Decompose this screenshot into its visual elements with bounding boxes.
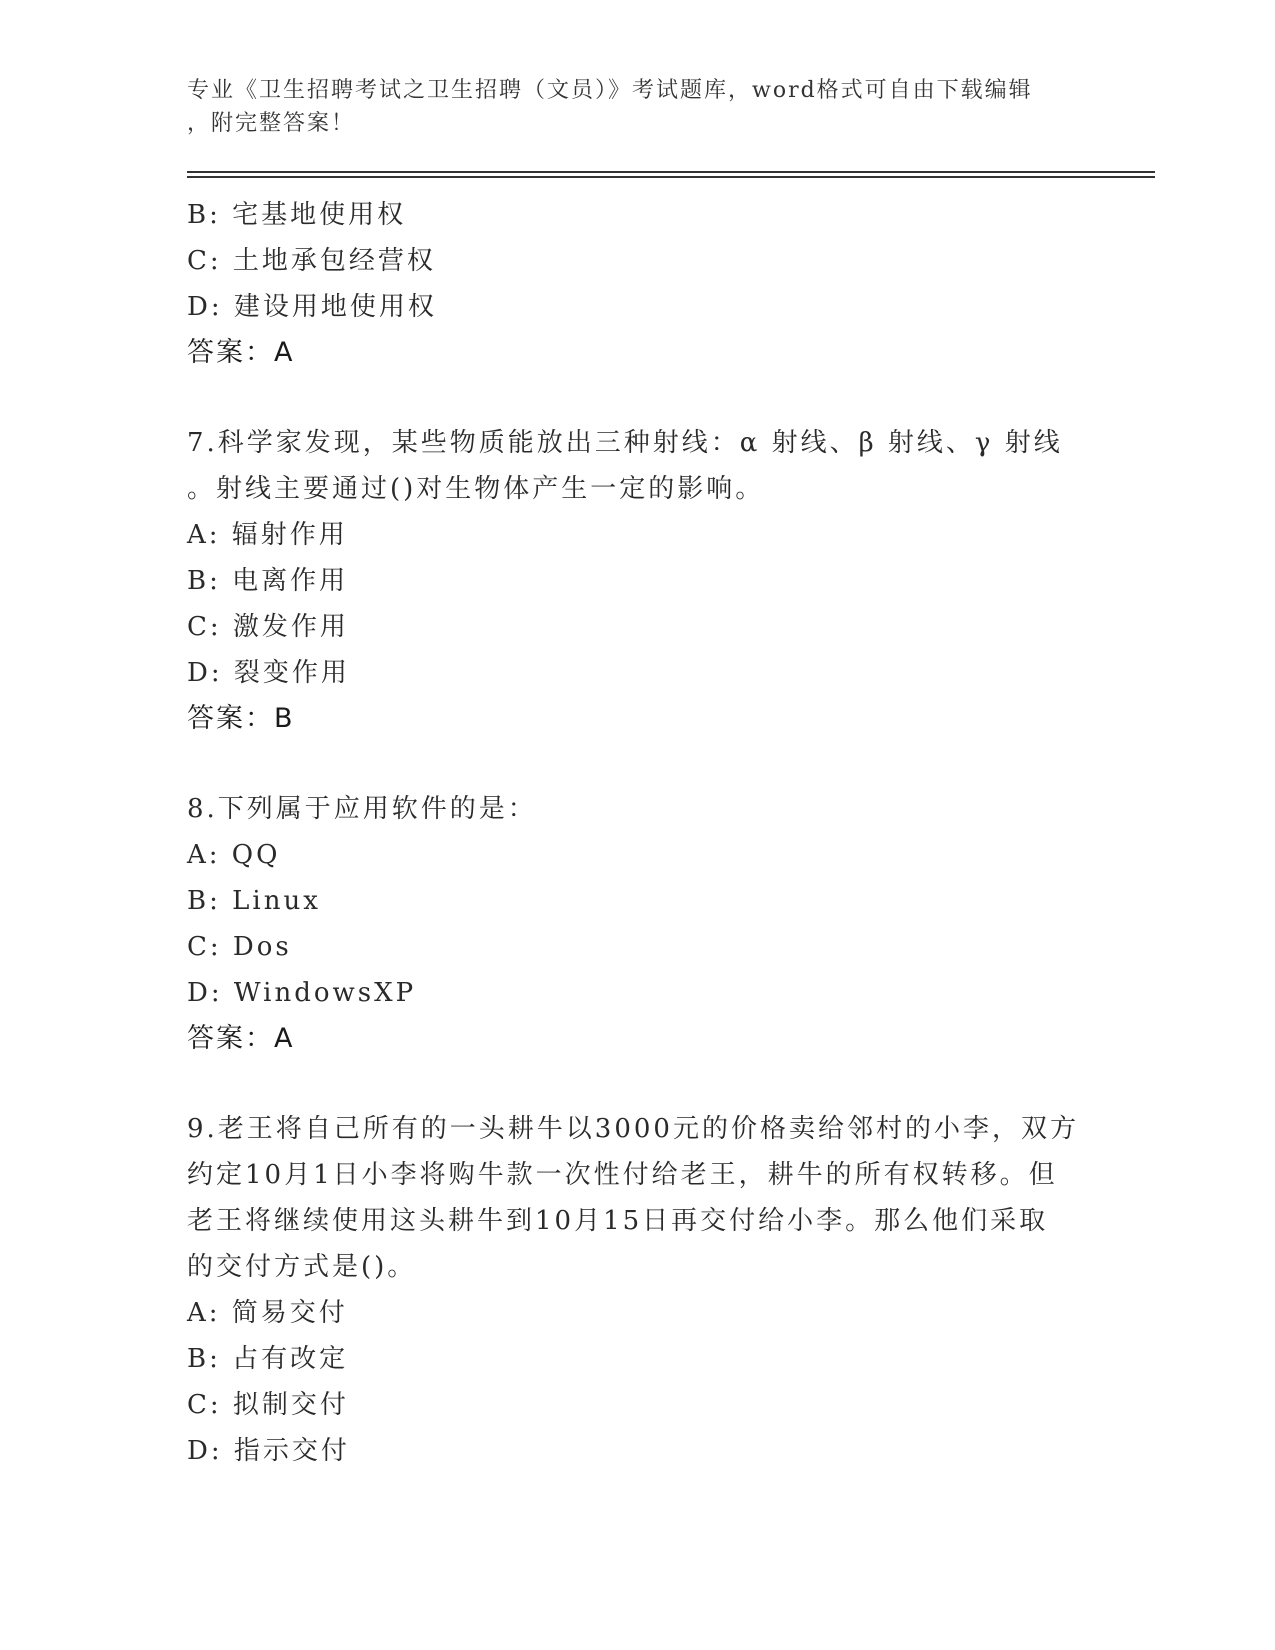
answer-line: 答案：A [187,337,295,368]
question-text-line: 8.下列属于应用软件的是： [187,794,537,824]
option-d: D: 指示交付 [187,1436,350,1466]
option-d: D: 建设用地使用权 [187,292,437,322]
option-a: A: QQ [187,840,281,870]
question-text-line: 9.老王将自己所有的一头耕牛以3000元的价格卖给邻村的小李，双方 [187,1114,1079,1144]
answer-line: 答案：A [187,1023,295,1054]
header-rule-top [187,171,1155,173]
option-c: C: 拟制交付 [187,1390,349,1420]
header-rule-bottom [187,176,1155,178]
header-line-1: 专业《卫生招聘考试之卫生招聘（文员）》考试题库，word格式可自由下载编辑 [187,78,1033,103]
option-c: C: Dos [187,932,292,962]
partial-question [187,192,1087,376]
question-text-line: 。射线主要通过()对生物体产生一定的影响。 [187,474,765,504]
option-b: B: 电离作用 [187,566,349,596]
option-d: D: WindowsXP [187,978,417,1008]
question-7 [187,420,1087,742]
option-a: A: 辐射作用 [187,520,348,550]
option-c: C: 激发作用 [187,612,349,642]
option-b: B: 占有改定 [187,1344,349,1374]
question-content [187,192,1087,1474]
option-d: D: 裂变作用 [187,658,350,688]
question-text-line: 约定10月1日小李将购牛款一次性付给老王，耕牛的所有权转移。但 [187,1160,1058,1190]
question-text-line: 的交付方式是()。 [187,1252,417,1282]
question-text-line: 老王将继续使用这头耕牛到10月15日再交付给小李。那么他们采取 [187,1206,1049,1236]
option-a: A: 简易交付 [187,1298,348,1328]
option-b: B: Linux [187,886,321,916]
question-text-line: 7.科学家发现，某些物质能放出三种射线：α 射线、β 射线、γ 射线 [187,428,1063,458]
option-b: B: 宅基地使用权 [187,200,407,230]
question-9 [187,1106,1087,1474]
option-c: C: 土地承包经营权 [187,246,436,276]
header-line-2: ，附完整答案！ [187,111,356,136]
answer-line: 答案：B [187,703,295,734]
question-8 [187,786,1087,1062]
document-header [187,74,1077,140]
